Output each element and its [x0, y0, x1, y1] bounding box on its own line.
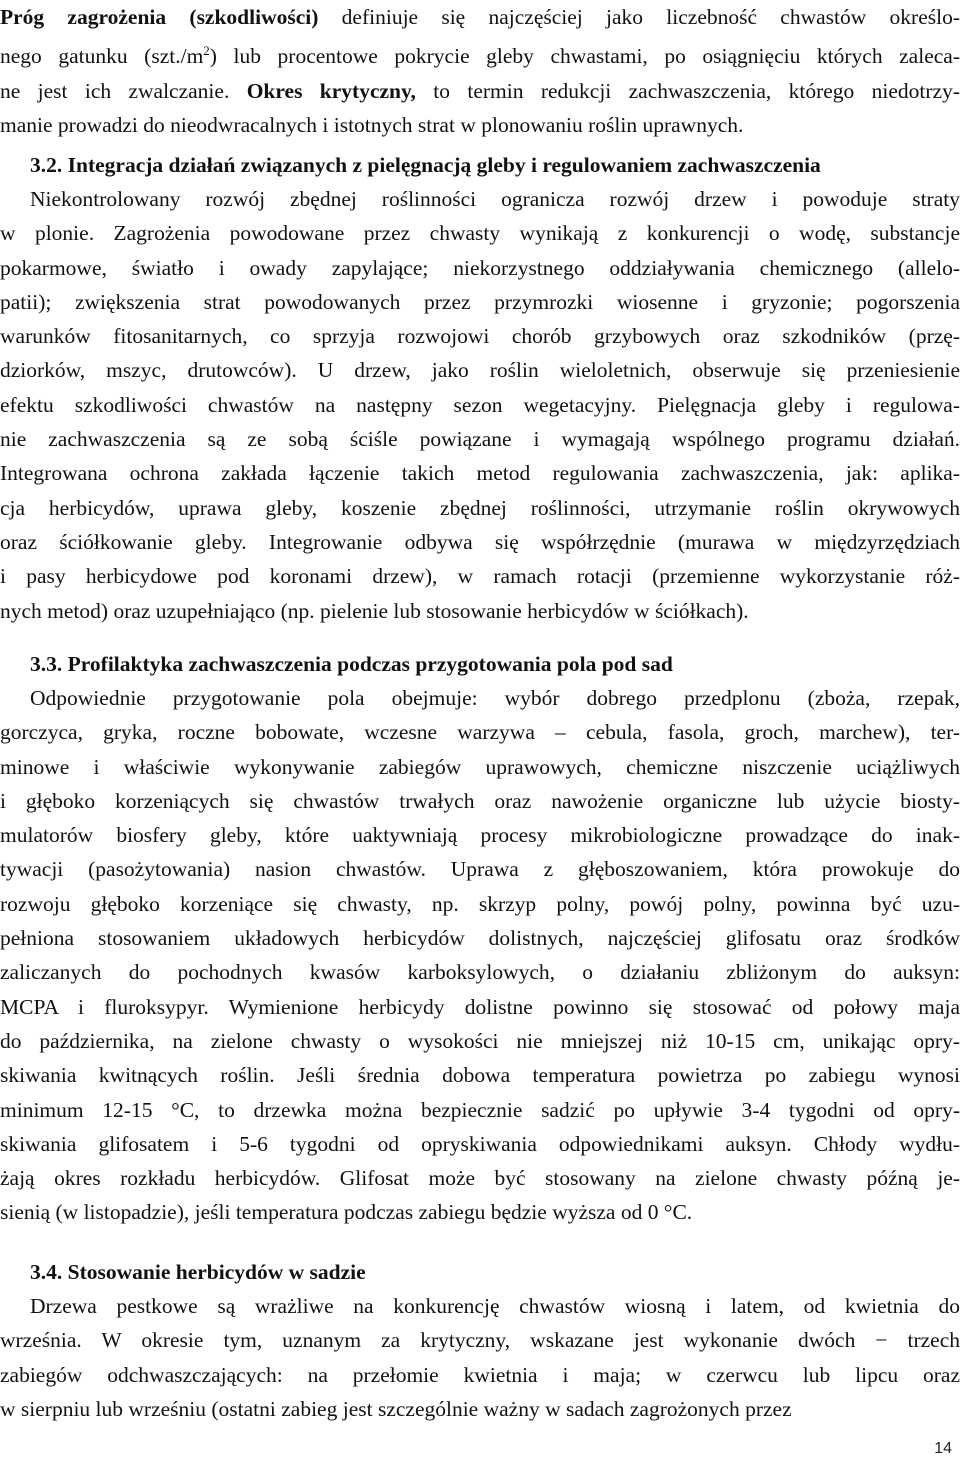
section-heading-3-4: 3.4. Stosowanie herbicydów w sadzie: [30, 1260, 366, 1284]
text-line: skiwania kwitnących roślin. Jeśli średnia dobowa temperatura powietrza po zabiegu wynosi: [0, 1063, 960, 1088]
text-run: manie prowadzi do nieodwracalnych i istotnych strat w plonowaniu roślin uprawnych.: [0, 113, 744, 138]
text-run: Próg zagrożenia (szkodliwości): [0, 5, 319, 29]
text-line: żają okres rozkładu herbicydów. Glifosat może być stosowany na zielone chwasty późną je-: [0, 1166, 960, 1191]
text-line: Integrowana ochrona zakłada łączenie takich metod regulowania zachwaszczenia, jak: aplika-: [0, 461, 960, 486]
paragraph-integration: [0, 182, 960, 628]
text-line: w sierpniu lub wrześniu (ostatni zabieg jest szczególnie ważny w sadach zagrożonych przez: [0, 1396, 792, 1421]
paragraph-herbicides: [0, 1289, 960, 1426]
text-line: do października, na zielone chwasty o wysokości nie mniejszej niż 10-15 cm, unikając opry-: [0, 1028, 960, 1053]
text-line: [0, 74, 960, 108]
text-line: i głęboko korzeniących się chwastów trwałych oraz nawożenie organiczne lub użycie biosty-: [0, 788, 960, 813]
text-line: tywacji (pasożytowania) nasion chwastów. Uprawa z głęboszowaniem, która prowokuje do: [0, 857, 960, 882]
text-line: zaliczanych do pochodnych kwasów karboksylowych, o działaniu zbliżonym do auksyn:: [0, 960, 960, 985]
text-line: nych metod) oraz uzupełniająco (np. pielenie lub stosowanie herbicydów w ściółkach).: [0, 598, 749, 623]
text-line: [0, 0, 960, 34]
text-line: Niekontrolowany rozwój zbędnej roślinności ogranicza rozwój drzew i powoduje straty: [30, 187, 960, 211]
text-line: [0, 34, 960, 73]
text-line: skiwania glifosatem i 5-6 tygodni od opryskiwania odpowiednikami auksyn. Chłody wydłu-: [0, 1131, 960, 1156]
section-heading-3-2: 3.2. Integracja działań związanych z pielęgnacją gleby i regulowaniem zachwaszczenia: [30, 153, 821, 177]
text-line: pokarmowe, światło i owady zapylające; niekorzystnego oddziaływania chemicznego (allelo-: [0, 255, 960, 280]
text-line: efektu szkodliwości chwastów na następny sezon wegetacyjny. Pielęgnacja gleby i regulowa-: [0, 392, 960, 417]
text-line: patii); zwiększenia strat powodowanych przez przymrozki wiosenne i gryzonie; pogorszenia: [0, 289, 960, 314]
text-line: zabiegów odchwaszczających: na przełomie kwietnia i maja; w czerwcu lub lipcu oraz: [0, 1362, 960, 1387]
text-line: sienią (w listopadzie), jeśli temperatura podczas zabiegu będzie wyższa od 0 °C.: [0, 1200, 693, 1225]
text-run: 2: [203, 43, 210, 59]
text-line: nie zachwaszczenia są ze sobą ściśle powiązane i wymagają wspólnego programu działań.: [0, 427, 960, 452]
paragraph-definitions: [0, 0, 960, 142]
text-run: Okres krytyczny,: [246, 78, 416, 103]
text-run: nego gatunku (szt./m: [0, 44, 204, 69]
text-line: minimum 12-15 °C, to drzewka można bezpiecznie sadzić po upływie 3-4 tygodni od opry-: [0, 1097, 960, 1122]
section-heading-3-3: 3.3. Profilaktyka zachwaszczenia podczas przygotowania pola pod sad: [30, 652, 673, 676]
text-line: pełniona stosowaniem układowych herbicydów dolistnych, najczęściej glifosatu oraz środków: [0, 926, 960, 951]
text-line: Drzewa pestkowe są wrażliwe na konkurencję chwastów wiosną i latem, od kwietnia do: [30, 1294, 960, 1318]
text-line: września. W okresie tym, uznanym za krytyczny, wskazane jest wykonanie dwóch − trzech: [0, 1328, 960, 1353]
text-line: MCPA i fluroksypyr. Wymienione herbicydy dolistne powinno się stosować od połowy maja: [0, 994, 960, 1019]
text-run: ne jest ich zwalczanie.: [0, 78, 247, 103]
text-line: minowe i właściwie wykonywanie zabiegów uprawowych, chemiczne niszczenie uciążliwych: [0, 754, 960, 779]
text-run: definiuje się najczęściej jako liczebność chwastów określo-: [318, 5, 960, 29]
text-run: ) lub procentowe pokrycie gleby chwastami, po osiągnięciu których zaleca-: [209, 44, 960, 69]
text-line: w plonie. Zagrożenia powodowane przez chwasty wynikają z konkurencji o wodę, substancje: [0, 221, 960, 246]
text-line: dziorków, mszyc, drutowców). U drzew, jako roślin wieloletnich, obserwuje się przeniesienie: [0, 358, 960, 383]
text-line: cja herbicydów, uprawa gleby, koszenie zbędnej roślinności, utrzymanie roślin okrywowych: [0, 495, 960, 520]
text-line: rozwoju głęboko korzeniące się chwasty, np. skrzyp polny, powój polny, powinna być uzu-: [0, 891, 960, 916]
paragraph-prevention: [0, 681, 960, 1230]
text-line: warunków fitosanitarnych, co sprzyja rozwojowi chorób grzybowych oraz szkodników (przę-: [0, 324, 960, 349]
text-line: gorczyca, gryka, roczne bobowate, wczesne warzywa – cebula, fasola, groch, marchew), ter-: [0, 720, 960, 745]
text-line: [0, 108, 960, 142]
text-line: i pasy herbicydowe pod koronami drzew), w ramach rotacji (przemienne wykorzystanie róż-: [0, 564, 960, 589]
text-line: oraz ściółkowanie gleby. Integrowanie odbywa się współrzędnie (murawa w międzyrzędziach: [0, 529, 960, 554]
text-run: to termin redukcji zachwaszczenia, którego niedotrzy-: [415, 78, 960, 103]
text-line: Odpowiednie przygotowanie pola obejmuje: wybór dobrego przedplonu (zboża, rzepak,: [30, 686, 960, 710]
page-number: 14: [934, 1440, 952, 1457]
text-line: mulatorów biosfery gleby, które uaktywniają procesy mikrobiologiczne prowadzące do inak-: [0, 823, 960, 848]
